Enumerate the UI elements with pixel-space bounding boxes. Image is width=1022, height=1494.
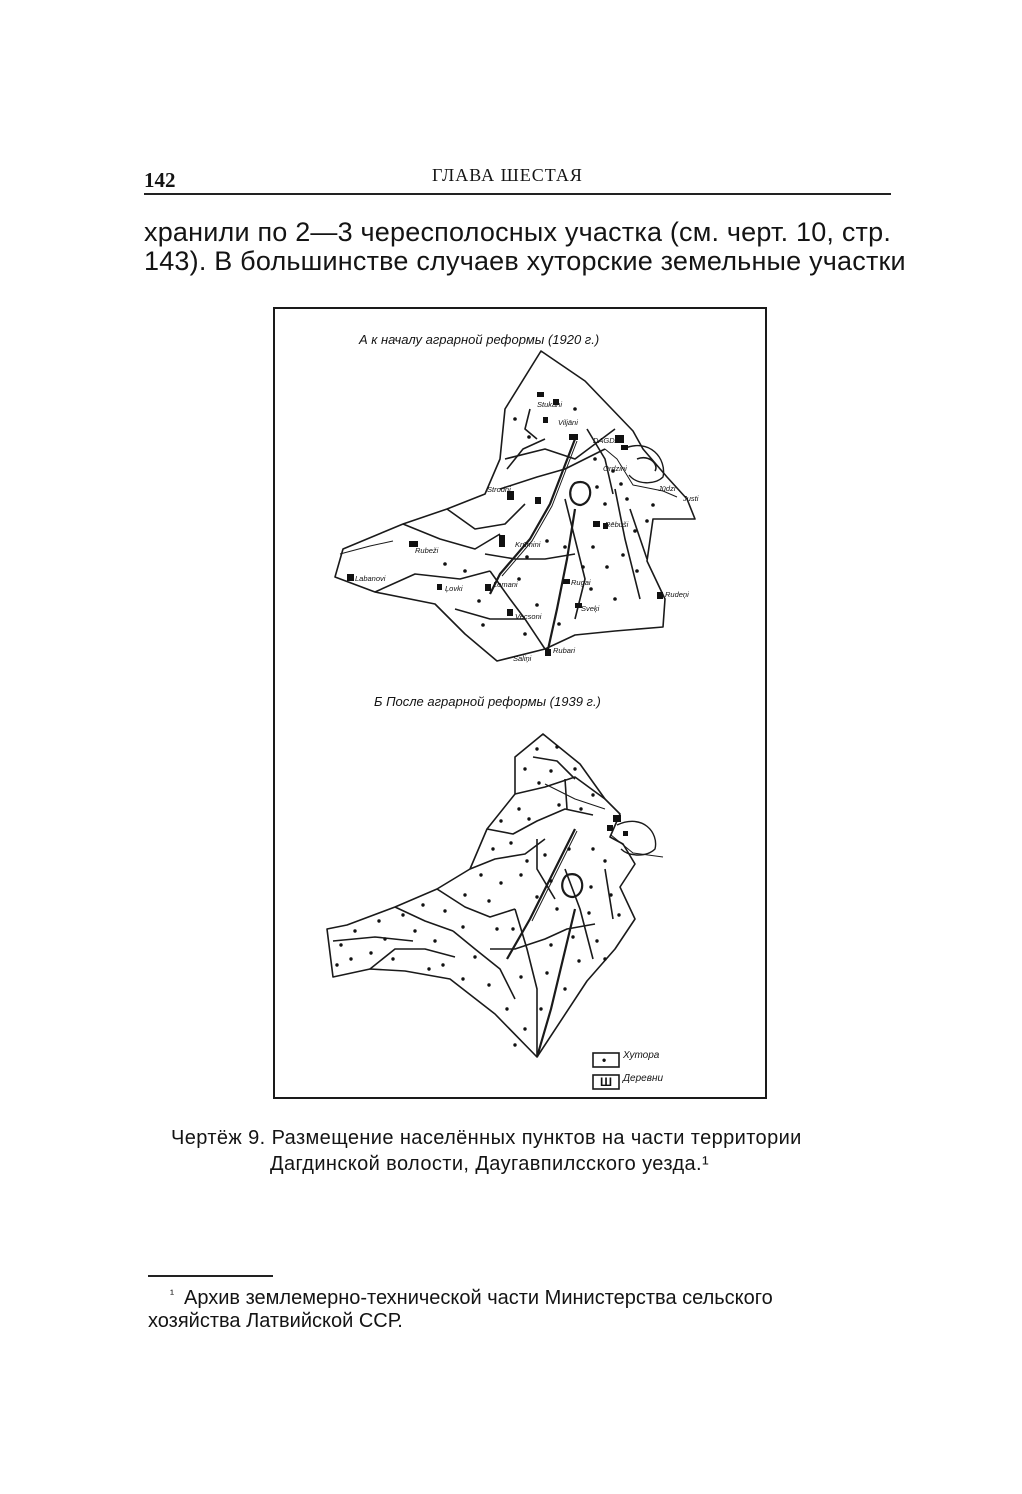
village-label: Rubeži xyxy=(415,546,439,555)
village-label: Sveķi xyxy=(581,604,600,613)
village-label: Rēbuši xyxy=(605,520,629,529)
footnote-rule xyxy=(148,1275,273,1277)
map-after-reform xyxy=(327,734,663,1057)
body-text-line-2: 143). В большинстве случаев хуторские земельные участки xyxy=(144,246,906,276)
body-text-line-1: хранили по 2—3 чересполосных участка (см. черт. 10, стр. xyxy=(144,217,892,247)
footnote-line-1 xyxy=(170,1287,773,1310)
village-label: Rubari xyxy=(553,646,576,655)
legend-label-villages: Деревни xyxy=(623,1073,664,1084)
map-b-title: Б После аграрной реформы (1939 г.) xyxy=(374,694,601,709)
page-number: 142 xyxy=(144,168,176,192)
header-rule xyxy=(144,193,891,195)
village-label: Strodni xyxy=(487,485,511,494)
village-label: Krūmini xyxy=(515,540,541,549)
village-label: Jūdzi xyxy=(658,484,676,493)
footnote-line-2: хозяйства Латвийской ССР. xyxy=(148,1310,403,1332)
footnote-mark: ¹ xyxy=(170,1287,174,1301)
footnote-text-1: Архив землемерно-технической части Министерства сельского xyxy=(184,1287,773,1309)
legend-label-farmsteads: Хутора xyxy=(623,1050,660,1061)
village-label: Vecsoni xyxy=(515,612,542,621)
figure-caption-line-1: Чертёж 9. Размещение населённых пунктов на части территории xyxy=(171,1127,802,1149)
village-label: Rugai xyxy=(571,578,591,587)
village-label: Saliņi xyxy=(513,654,532,663)
map-before-reform xyxy=(335,351,699,663)
village-label: DAGDA xyxy=(593,436,620,445)
map-a-title: А к началу аграрной реформы (1920 г.) xyxy=(359,332,600,347)
village-label: Rudeņi xyxy=(665,590,689,599)
legend-symbol-village: Ш xyxy=(600,1075,613,1089)
figure-frame xyxy=(273,307,767,1099)
village-label: Justi xyxy=(683,494,699,503)
village-label: Viljāni xyxy=(558,418,578,427)
village-label: Stukani xyxy=(537,400,563,409)
figure-caption-line-2: Дагдинской волости, Даугавпилсского уезда.¹ xyxy=(270,1153,710,1175)
village-label: Labanovi xyxy=(355,574,386,583)
village-label: Ļovki xyxy=(445,584,463,593)
village-label: Lomani xyxy=(493,580,518,589)
legend-symbol-dot: • xyxy=(602,1053,607,1067)
running-head: ГЛАВА ШЕСТАЯ xyxy=(432,165,583,185)
village-label: Ordzini xyxy=(603,464,627,473)
